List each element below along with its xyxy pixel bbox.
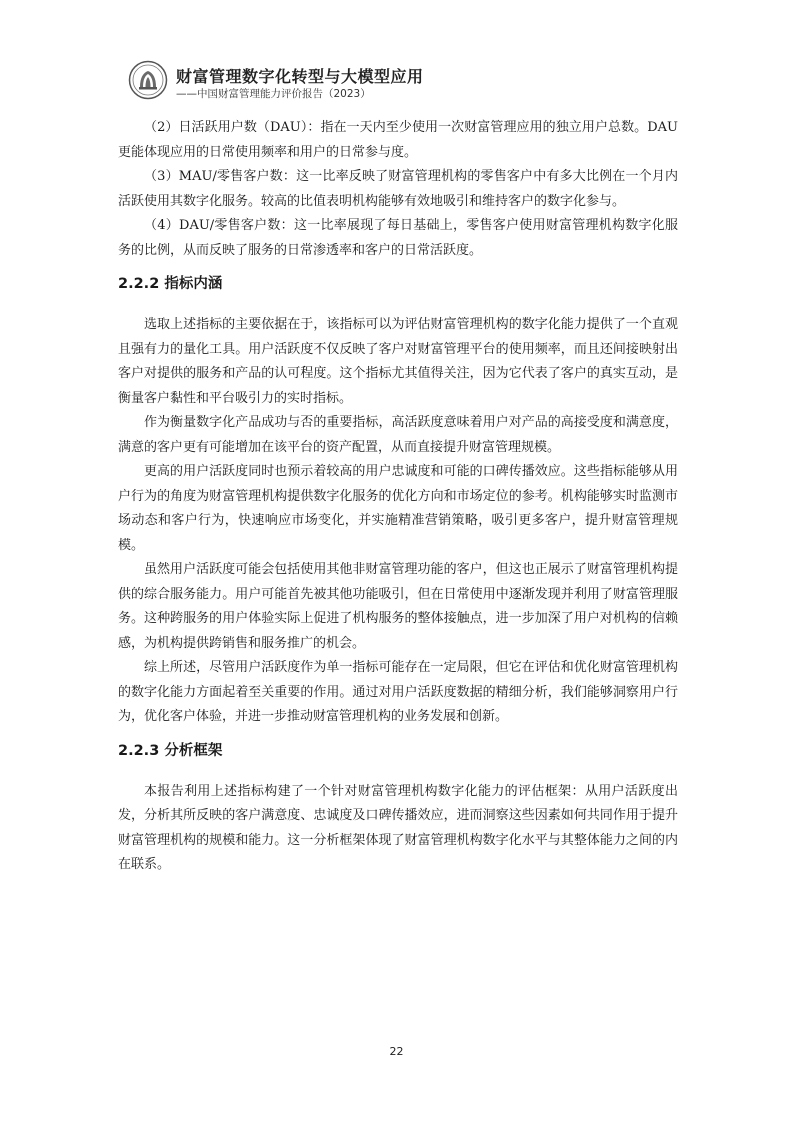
emblem-icon xyxy=(128,60,168,100)
header-subtitle: ——中国财富管理能力评价报告（2023） xyxy=(176,88,371,100)
paragraph: 作为衡量数字化产品成功与否的重要指标，高活跃度意味着用户对产品的高接受度和满意度，满意的客户更有可能增加在该平台的资产配置，从而直接提升财富管理规模。 xyxy=(118,415,678,455)
page-body xyxy=(118,116,678,878)
paragraph: 更高的用户活跃度同时也预示着较高的用户忠诚度和可能的口碑传播效应。这些指标能够从用户行为的角度为财富管理机构提供数字化服务的优化方向和市场定位的参考。机构能够实时监测市场动态和客户行为，快速响应市场变化，并实施精准营销策略，吸引更多客户，提升财富管理规模。 xyxy=(118,464,678,553)
paragraph-dau-ratio: （4）DAU/零售客户数：这一比率展现了每日基础上，零售客户使用财富管理机构数字化服务的比例，从而反映了服务的日常渗透率和客户的日常活跃度。 xyxy=(118,218,678,258)
section-heading-indicator-meaning: 2.2.2 指标内涵 xyxy=(118,276,223,292)
paragraph: 选取上述指标的主要依据在于，该指标可以为评估财富管理机构的数字化能力提供了一个直观且强有力的量化工具。用户活跃度不仅反映了客户对财富管理平台的使用频率，而且还间接映射出客户对提供的服务和产品的认可程度。这个指标尤其值得关注，因为它代表了客户的真实互动，是衡量客户黏性和平台吸引力的实时指标。 xyxy=(118,317,678,406)
paragraph-dau: （2）日活跃用户数（DAU）：指在一天内至少使用一次财富管理应用的独立用户总数。DAU更能体现应用的日常使用频率和用户的日常参与度。 xyxy=(118,120,678,160)
paragraph: 本报告利用上述指标构建了一个针对财富管理机构数字化能力的评估框架：从用户活跃度出发，分析其所反映的客户满意度、忠诚度及口碑传播效应，进而洞察这些因素如何共同作用于提升财富管理机构的规模和能力。这一分析框架体现了财富管理机构数字化水平与其整体能力之间的内在联系。 xyxy=(118,783,678,872)
paragraph-mau-ratio: （3）MAU/零售客户数：这一比率反映了财富管理机构的零售客户中有多大比例在一个月内活跃使用其数字化服务。较高的比值表明机构能够有效地吸引和维持客户的数字化参与。 xyxy=(118,169,678,209)
header-title: 财富管理数字化转型与大模型应用 xyxy=(176,67,424,86)
paragraph: 虽然用户活跃度可能会包括使用其他非财富管理功能的客户，但这也正展示了财富管理机构提供的综合服务能力。用户可能首先被其他功能吸引，但在日常使用中逐渐发现并利用了财富管理服务。这种跨服务的用户体验实际上促进了机构服务的整体接触点，进一步加深了用户对机构的信赖感，为机构提供跨销售和服务推广的机会。 xyxy=(118,562,678,651)
page-header xyxy=(128,58,688,108)
paragraph: 综上所述，尽管用户活跃度作为单一指标可能存在一定局限，但它在评估和优化财富管理机构的数字化能力方面起着至关重要的作用。通过对用户活跃度数据的精细分析，我们能够洞察用户行为，优化客户体验，并进一步推动财富管理机构的业务发展和创新。 xyxy=(118,660,678,724)
section-heading-analysis-framework: 2.2.3 分析框架 xyxy=(118,742,223,759)
page-number: 22 xyxy=(389,1045,404,1058)
